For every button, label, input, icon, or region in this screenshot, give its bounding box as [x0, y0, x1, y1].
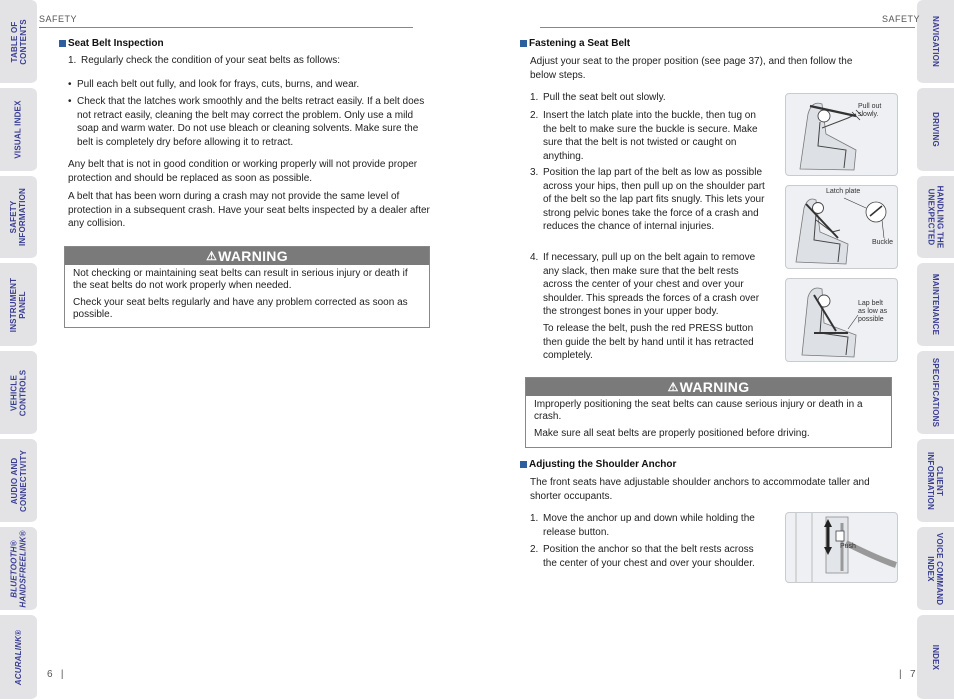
step-number: 2. — [530, 110, 539, 121]
bullet-icon: • — [68, 96, 72, 107]
section-marker-icon — [520, 40, 527, 47]
warning-header — [526, 378, 891, 396]
anchor-step-2 — [530, 543, 766, 570]
tab-label: CLIENT INFORMATION — [926, 451, 945, 510]
left-section-tabs — [0, 0, 37, 699]
step-text: If necessary, pull up on the belt again to remove any slack, then make sure that the belt rests across the center of your chest and over your shoulder. This spreads the forces of a crash over the strongest bones in your upper body. — [543, 252, 760, 318]
warning-triangle-icon: ⚠ — [206, 249, 218, 263]
tab-label: INDEX — [930, 644, 940, 670]
figure-pull-belt — [785, 93, 898, 176]
tab-handling-unexpected[interactable] — [917, 176, 954, 259]
step-number: 1. — [530, 92, 539, 103]
tab-voice-command-index[interactable] — [917, 527, 954, 611]
figure-caption: Lap belt as low as possible — [858, 300, 888, 323]
section-title: Fastening a Seat Belt — [529, 38, 631, 49]
tab-navigation[interactable] — [917, 0, 954, 84]
warning-text: Make sure all seat belts are properly positioned before driving. — [534, 428, 810, 439]
warning-text: Not checking or maintaining seat belts can result in serious injury or death if the seat belts do not work properly when needed. — [73, 268, 408, 291]
tab-label: SAFETY INFORMATION — [9, 187, 28, 247]
left-page-header: SAFETY — [39, 14, 78, 24]
figure-caption: Latch plate — [826, 188, 861, 195]
right-page-header: SAFETY — [882, 14, 921, 24]
figure-caption: Pull out slowly. — [858, 103, 882, 118]
step-number: 2. — [530, 544, 539, 555]
figure-shoulder-anchor — [785, 512, 898, 583]
section-title: Adjusting the Shoulder Anchor — [529, 459, 677, 470]
inspection-paragraph-1: Any belt that is not in good condition or working properly will not provide proper protection and should be replaced as soon as possible. — [68, 159, 418, 184]
fastening-step-2 — [530, 109, 766, 163]
tab-visual-index[interactable] — [0, 88, 37, 172]
warning-triangle-icon: ⚠ — [667, 380, 679, 394]
anchor-intro: The front seats have adjustable shoulder anchors to accommodate taller and shorter occupants. — [530, 477, 870, 502]
tab-vehicle-controls[interactable] — [0, 351, 37, 435]
bullet-text: Pull each belt out fully, and look for frays, cuts, burns, and wear. — [77, 79, 360, 90]
tab-label: MAINTENANCE — [931, 273, 940, 336]
step-text: Regularly check the condition of your seat belts as follows: — [81, 55, 341, 66]
tab-label: TABLE OF CONTENTS — [9, 18, 28, 65]
left-page-number — [47, 669, 64, 680]
step-number: 1. — [68, 55, 77, 66]
tab-acuralink[interactable] — [0, 615, 37, 700]
section-title: Seat Belt Inspection — [68, 38, 164, 49]
section-shoulder-anchor — [520, 459, 676, 470]
warning-text: Improperly positioning the seat belts can cause serious injury or death in a crash. — [534, 399, 863, 422]
warning-header — [65, 247, 429, 265]
tab-label: AUDIO AND CONNECTIVITY — [9, 449, 28, 512]
left-header-rule — [39, 27, 413, 28]
tab-index[interactable] — [917, 615, 954, 700]
inspection-step-1 — [68, 54, 428, 68]
inspection-bullet-1 — [68, 78, 433, 92]
tab-safety-information[interactable] — [0, 176, 37, 259]
tab-client-information[interactable] — [917, 439, 954, 523]
tab-specifications[interactable] — [917, 351, 954, 435]
page-number-separator: | — [899, 669, 910, 680]
tab-label: HANDLING THE UNEXPECTED — [926, 185, 945, 249]
tab-label: VISUAL INDEX — [14, 100, 24, 159]
tab-audio-connectivity[interactable] — [0, 439, 37, 523]
fastening-step-1 — [530, 91, 766, 105]
step-text: Move the anchor up and down while holding the release button. — [543, 513, 755, 538]
page-number-value: 6 — [47, 669, 53, 680]
page-number-value: 7 — [909, 669, 916, 680]
right-page-number — [899, 669, 916, 680]
figure-lap-belt — [785, 278, 898, 362]
tab-label: ACURALINK® — [14, 629, 24, 685]
step-text: Position the anchor so that the belt rests across the center of your chest and over your shoulder. — [543, 544, 755, 569]
figure-latch-buckle — [785, 185, 898, 269]
step-text: Position the lap part of the belt as low as possible across your hips, then pull up on the shoulder part of the belt so the lap part fits snugly. This lets your strong pelvic bones take the force of a crash and reduces the chance of internal injuries. — [543, 167, 765, 233]
warning-body — [65, 265, 429, 330]
warning-title: WARNING — [679, 379, 750, 395]
step-number: 3. — [530, 167, 539, 178]
bullet-text: Check that the latches work smoothly and the belts retract easily. If a belt does not retract easily, cleaning the belt may correct the problem. Only use a mild soap and warm water. Do not use bleach or cleaning solvents. Make sure the belt is completely dry before allowing it to retract. — [77, 96, 425, 148]
warning-box-left — [64, 246, 430, 328]
tab-label: INSTRUMENT PANEL — [9, 277, 28, 332]
tab-label: BLUETOOTH® HANDSFREELINK® — [9, 529, 28, 608]
section-seat-belt-inspection — [59, 38, 164, 49]
figure-caption: Push — [840, 543, 856, 550]
tab-label: DRIVING — [931, 112, 940, 147]
tab-table-of-contents[interactable] — [0, 0, 37, 84]
tab-label: VOICE COMMAND INDEX — [926, 532, 945, 605]
right-header-rule — [540, 27, 915, 28]
fastening-step-3 — [530, 166, 766, 234]
warning-box-right — [525, 377, 892, 448]
tab-label: VEHICLE CONTROLS — [9, 369, 28, 416]
warning-title: WARNING — [218, 248, 288, 264]
page-number-separator: | — [52, 669, 64, 680]
inspection-paragraph-2: A belt that has been worn during a crash may not provide the same level of protection in a subsequent crash. Have your seat belts inspected by a dealer after any collision. — [68, 191, 430, 230]
anchor-step-1 — [530, 512, 766, 539]
tab-label: SPECIFICATIONS — [931, 357, 941, 428]
tab-bluetooth-handsfreelink[interactable] — [0, 527, 37, 611]
fastening-intro: Adjust your seat to the proper position (see page 37), and then follow the below steps. — [530, 56, 853, 81]
bullet-icon: • — [68, 79, 72, 90]
step-text: Insert the latch plate into the buckle, then tug on the belt to make sure the buckle is secure. Make sure that the belt is not twisted or caught on anything. — [543, 110, 758, 162]
tab-maintenance[interactable] — [917, 263, 954, 347]
tab-driving[interactable] — [917, 88, 954, 172]
tab-instrument-panel[interactable] — [0, 263, 37, 347]
step-text: Pull the seat belt out slowly. — [543, 92, 666, 103]
fastening-step-4 — [530, 251, 766, 319]
warning-body — [526, 396, 891, 449]
section-marker-icon — [59, 40, 66, 47]
section-marker-icon — [520, 461, 527, 468]
latch-plate-buckle-illustration — [786, 186, 897, 268]
inspection-bullet-2 — [68, 95, 433, 149]
section-fastening-seat-belt — [520, 38, 630, 49]
tab-label: NAVIGATION — [931, 15, 941, 68]
warning-text: Check your seat belts regularly and have any problem corrected as soon as possible. — [73, 297, 408, 320]
figure-caption: Buckle — [872, 239, 894, 246]
step-number: 4. — [530, 252, 539, 263]
right-section-tabs — [917, 0, 954, 699]
step-number: 1. — [530, 513, 539, 524]
release-note: To release the belt, push the red PRESS button then guide the belt by hand until it has retracted completely. — [543, 323, 754, 362]
